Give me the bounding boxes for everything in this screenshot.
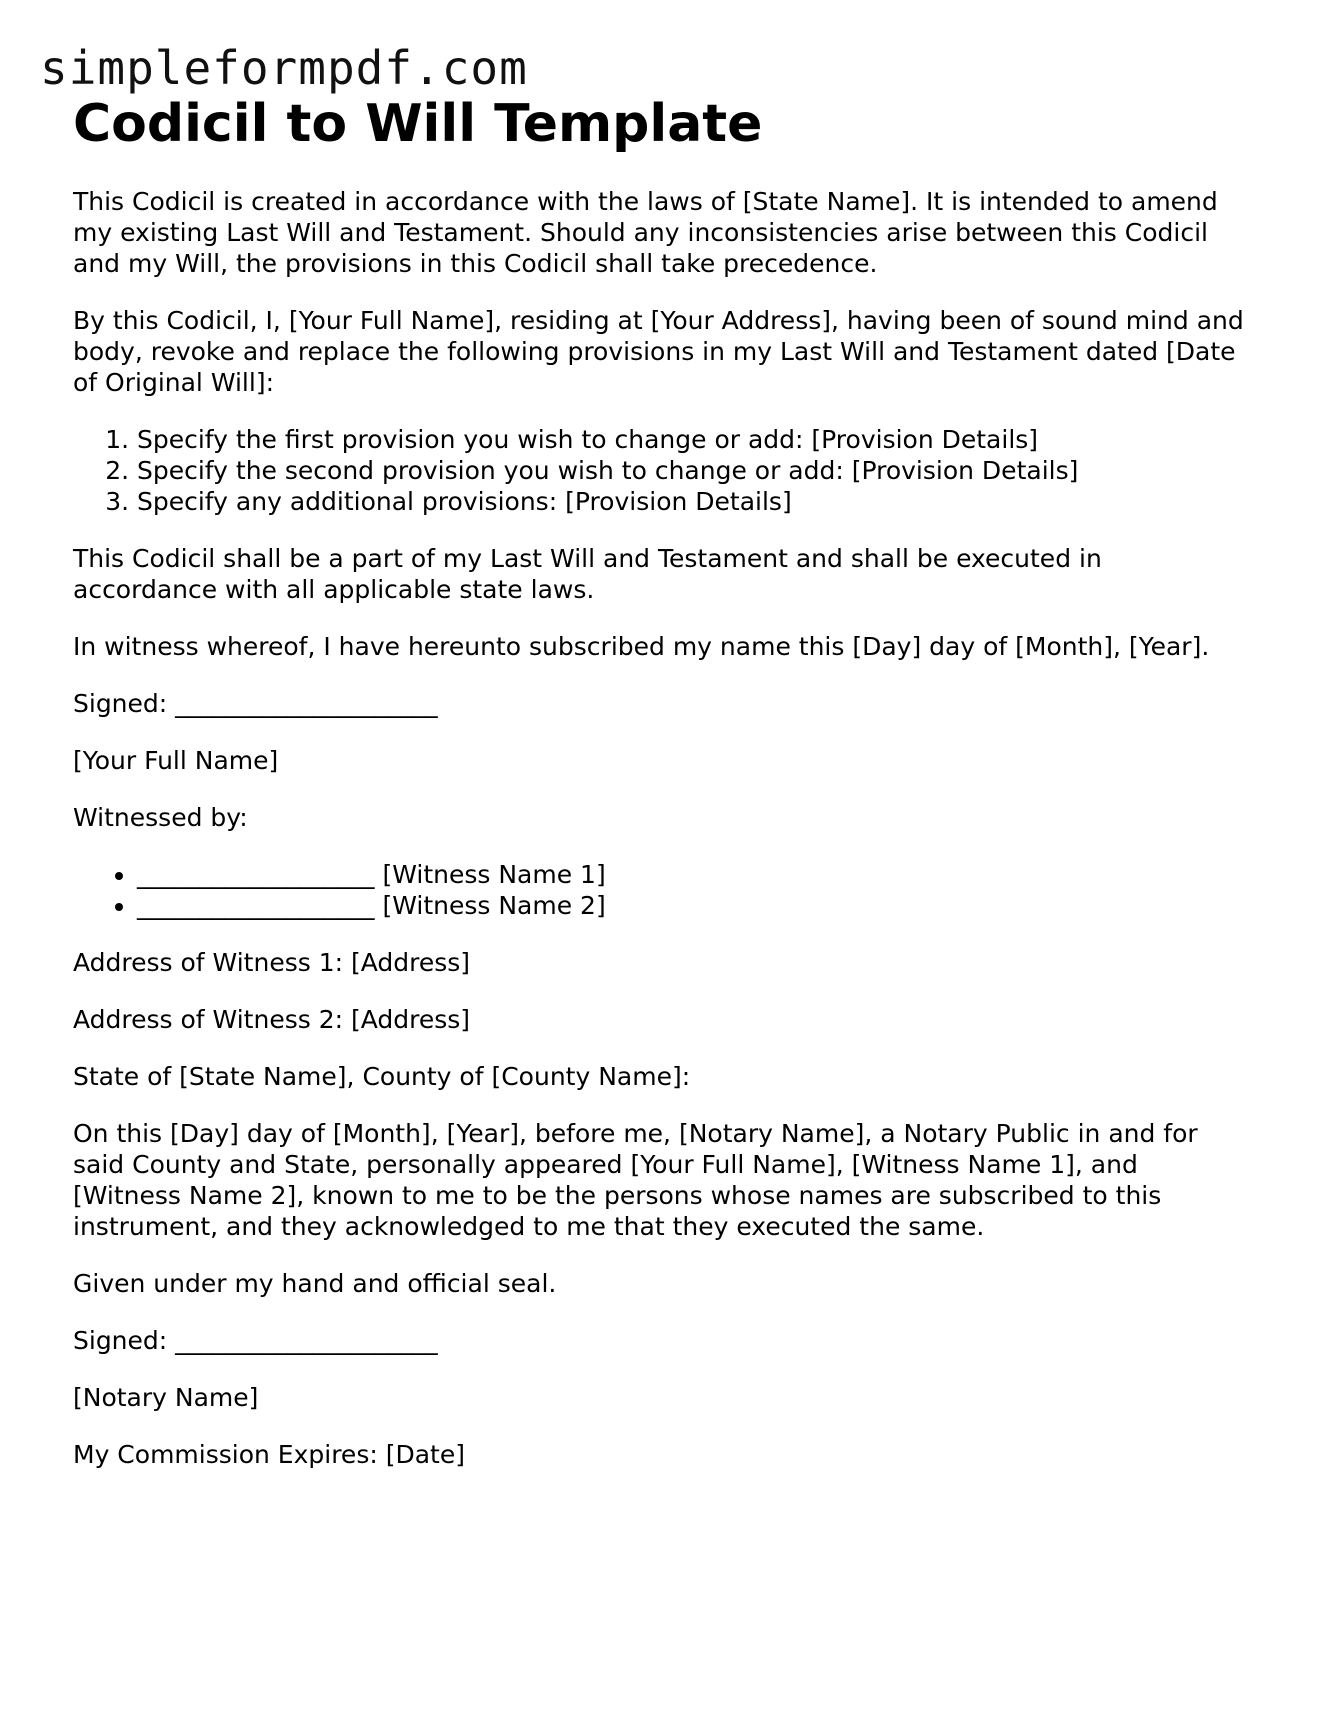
seal-clause: Given under my hand and official seal. bbox=[73, 1269, 557, 1298]
notary-signature-line: Signed: _____________________ bbox=[73, 1326, 438, 1355]
provision-item: 3. Specify any additional provisions: [Provision Details] bbox=[137, 486, 1253, 517]
document-title: Codicil to Will Template bbox=[73, 94, 763, 154]
revocation-paragraph: By this Codicil, I, [Your Full Name], residing at [Your Address], having been of sound mind and body, revoke and replace the following provisions in my Last Will and Testament dated [Date of Original Will]: bbox=[73, 306, 1244, 397]
witness1-address: Address of Witness 1: [Address] bbox=[73, 948, 471, 977]
watermark-text: simpleformpdf.com bbox=[40, 41, 528, 95]
provision-item: 1. Specify the first provision you wish to change or add: [Provision Details] bbox=[137, 424, 1253, 455]
testator-name: [Your Full Name] bbox=[73, 746, 279, 775]
witness-list bbox=[73, 859, 1253, 921]
testator-signature-line: Signed: _____________________ bbox=[73, 689, 438, 718]
provisions-list bbox=[73, 424, 1253, 517]
intro-paragraph: This Codicil is created in accordance with the laws of [State Name]. It is intended to amend my existing Last Will and Testament. Should any inconsistencies arise between this Codicil and my Will, the provisions in this Codicil shall take precedence. bbox=[73, 187, 1218, 278]
execution-paragraph: This Codicil shall be a part of my Last Will and Testament and shall be executed in accordance with all applicable state laws. bbox=[73, 544, 1102, 604]
commission-expiry: My Commission Expires: [Date] bbox=[73, 1440, 465, 1469]
document-body bbox=[73, 92, 1253, 1496]
notary-name: [Notary Name] bbox=[73, 1383, 259, 1412]
witnessed-by-label: Witnessed by: bbox=[73, 803, 248, 832]
witness-signature-line: • ___________________ [Witness Name 2] bbox=[137, 890, 1253, 921]
venue-line: State of [State Name], County of [County Name]: bbox=[73, 1062, 691, 1091]
provision-item: 2. Specify the second provision you wish to change or add: [Provision Details] bbox=[137, 455, 1253, 486]
witness-clause: In witness whereof, I have hereunto subscribed my name this [Day] day of [Month], [Year]. bbox=[73, 632, 1210, 661]
notary-statement: On this [Day] day of [Month], [Year], before me, [Notary Name], a Notary Public in and for said County and State, personally appeared [Your Full Name], [Witness Name 1], and [Witness Name 2], known to me to be the persons whose names are subscribed to this instrument, and they acknowledged to me that they executed the same. bbox=[73, 1119, 1198, 1241]
witness2-address: Address of Witness 2: [Address] bbox=[73, 1005, 471, 1034]
witness-signature-line: • ___________________ [Witness Name 1] bbox=[137, 859, 1253, 890]
